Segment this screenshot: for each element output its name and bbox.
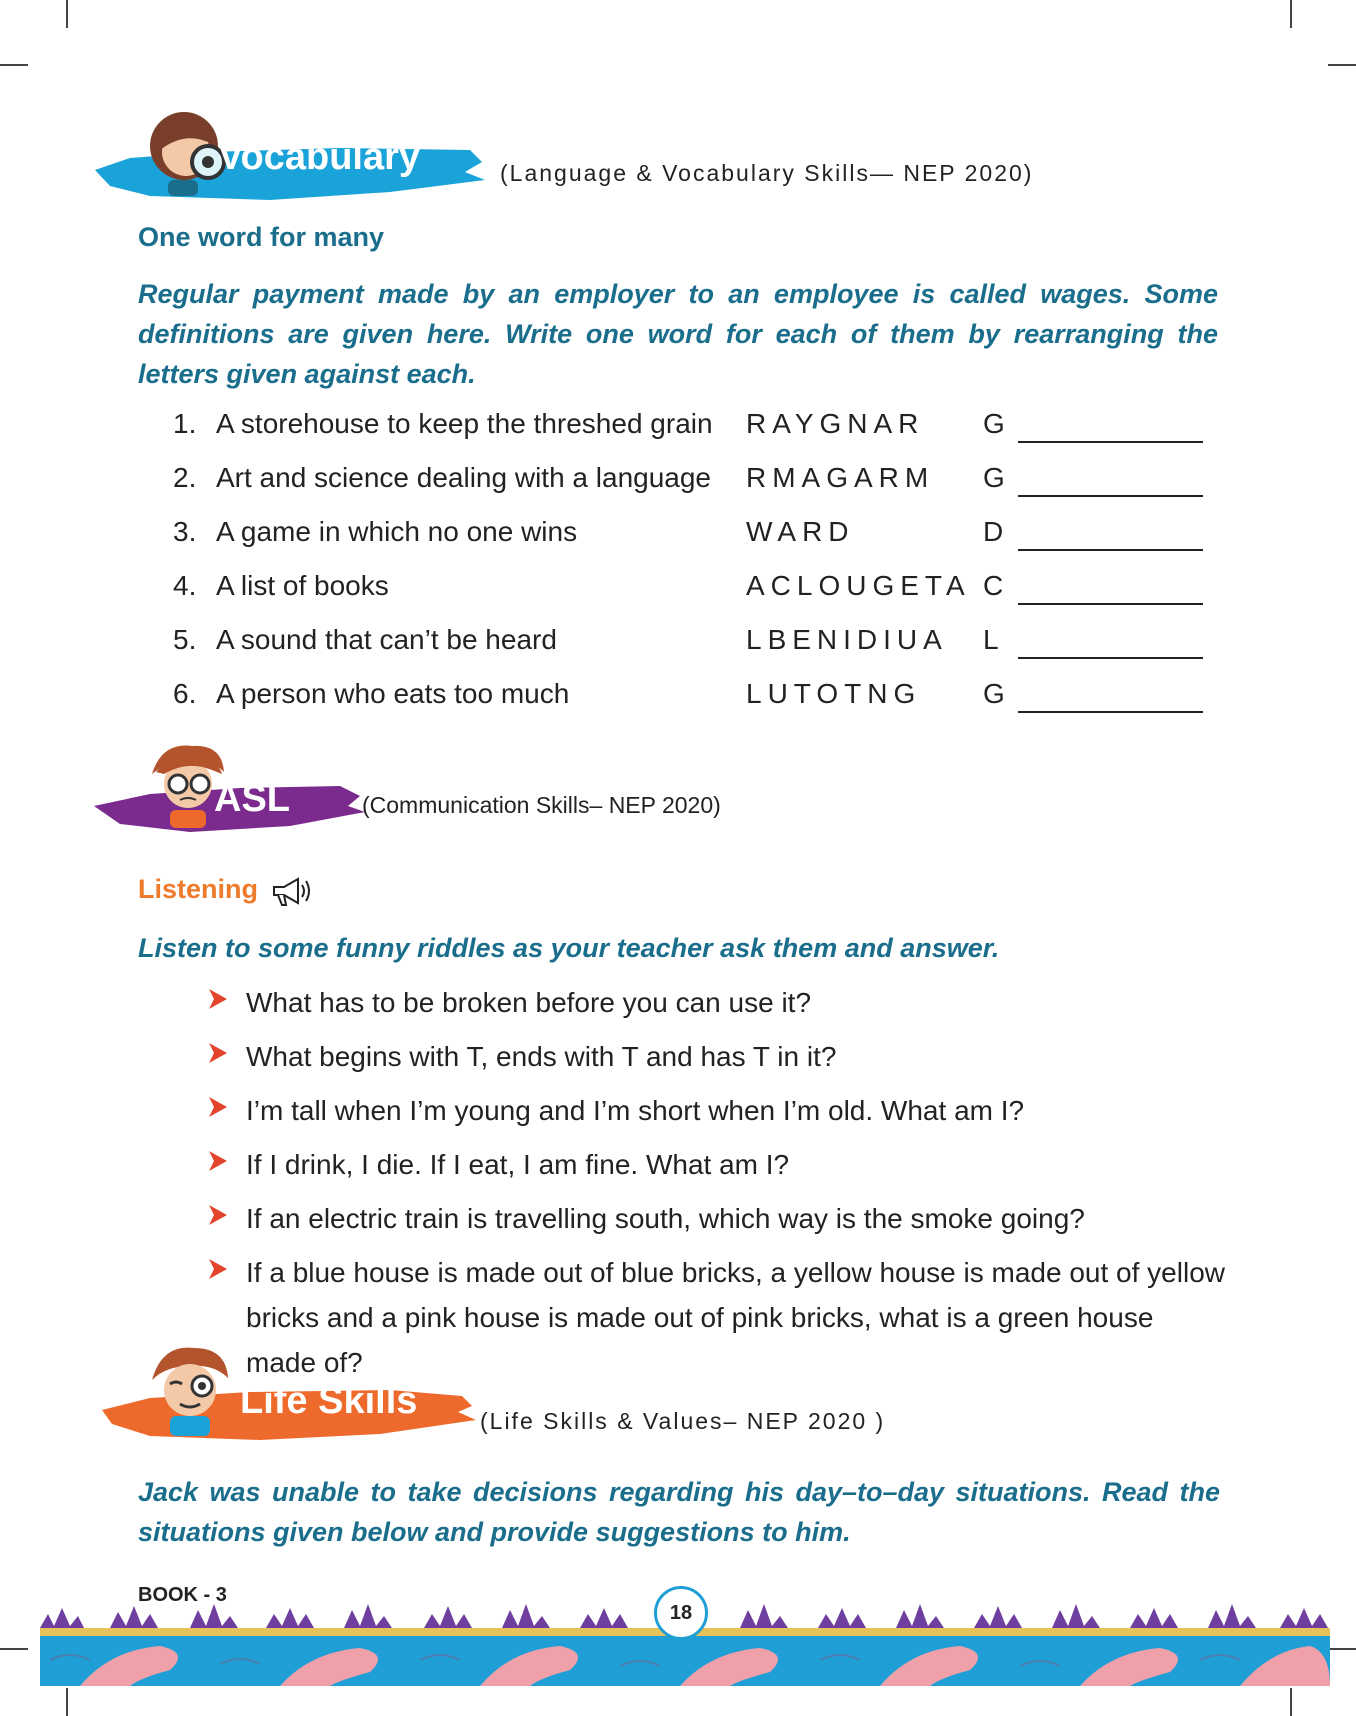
item-jumbled-letters: ACLOUGETA xyxy=(746,570,971,601)
answer-blank[interactable] xyxy=(1018,495,1203,497)
asl-nep-tag: (Communication Skills– NEP 2020) xyxy=(362,792,721,818)
life-skills-banner xyxy=(100,1340,480,1450)
item-initial-letter: G xyxy=(983,678,1005,709)
item-initial-letter: D xyxy=(983,516,1004,547)
bullet-arrow-icon xyxy=(208,1150,228,1172)
bullet-arrow-icon xyxy=(208,1042,228,1064)
life-skills-instruction: Jack was unable to take decisions regarding his day–to–day situations. Read the situations given below and provide suggestions to him. xyxy=(138,1477,1220,1547)
vocabulary-nep-tag: (Language & Vocabulary Skills— NEP 2020) xyxy=(500,160,1034,186)
item-number: 1. xyxy=(173,408,197,439)
item-initial-letter: G xyxy=(983,462,1005,493)
page-number-badge xyxy=(654,1586,708,1640)
crop-mark xyxy=(66,0,68,28)
vocabulary-subheading: One word for many xyxy=(138,222,385,252)
vocabulary-instruction: Regular payment made by an employer to an employee is called wages. Some definitions are given here. Write one word for each of them by rearranging the letters given against each. xyxy=(138,279,1218,389)
vocabulary-banner xyxy=(90,100,490,210)
item-definition: A game in which no one wins xyxy=(216,516,578,547)
item-number: 4. xyxy=(173,570,197,601)
vocabulary-title: Vocabulary xyxy=(218,136,421,178)
crop-mark xyxy=(1328,64,1356,66)
crop-mark xyxy=(0,64,28,66)
bullet-arrow-icon xyxy=(208,1096,228,1118)
answer-blank[interactable] xyxy=(1018,711,1203,713)
bullet-arrow-icon xyxy=(208,1204,228,1226)
crop-mark xyxy=(66,1688,68,1716)
page-number: 18 xyxy=(669,1601,693,1624)
item-number: 2. xyxy=(173,462,197,493)
answer-blank[interactable] xyxy=(1018,657,1203,659)
item-jumbled-letters: RMAGARM xyxy=(746,462,935,493)
item-initial-letter: G xyxy=(983,408,1005,439)
item-number: 3. xyxy=(173,516,197,547)
item-number: 6. xyxy=(173,678,197,709)
riddle-text: What begins with T, ends with T and has T in it? xyxy=(246,1041,837,1072)
riddle-text: If an electric train is travelling south, which way is the smoke going? xyxy=(246,1203,1085,1234)
item-jumbled-letters: RAYGNAR xyxy=(746,408,925,439)
riddle-text: What has to be broken before you can use it? xyxy=(246,987,812,1018)
asl-title: ASL xyxy=(214,778,290,820)
riddle-text: If a blue house is made out of blue bricks, a yellow house is made out of yellow bricks and a pink house is made out of pink bricks, what is a green house made of? xyxy=(246,1257,1225,1378)
riddle-list xyxy=(0,980,1356,1378)
item-initial-letter: L xyxy=(983,624,999,655)
item-definition: Art and science dealing with a language xyxy=(216,462,712,493)
item-definition: A list of books xyxy=(216,570,389,601)
asl-banner xyxy=(90,740,370,840)
item-number: 5. xyxy=(173,624,197,655)
bullet-arrow-icon xyxy=(208,1258,228,1280)
riddle-text: If I drink, I die. If I eat, I am fine. What am I? xyxy=(246,1149,790,1180)
boy-winking-icon xyxy=(140,1340,240,1440)
item-definition: A person who eats too much xyxy=(216,678,570,709)
listening-heading xyxy=(138,874,314,907)
life-skills-title: Life Skills xyxy=(240,1380,418,1422)
vocabulary-list xyxy=(0,408,1356,728)
life-skills-nep-tag: (Life Skills & Values– NEP 2020 ) xyxy=(480,1408,886,1434)
riddle-text: I’m tall when I’m young and I’m short when I’m old. What am I? xyxy=(246,1095,1025,1126)
crop-mark xyxy=(1290,1688,1292,1716)
listening-instruction: Listen to some funny riddles as your teacher ask them and answer. xyxy=(138,933,1000,963)
crop-mark xyxy=(0,1648,28,1650)
book-label: BOOK - 3 xyxy=(138,1584,227,1606)
crop-mark xyxy=(1290,0,1292,28)
megaphone-icon xyxy=(270,875,314,907)
item-jumbled-letters: WARD xyxy=(746,516,855,547)
answer-blank[interactable] xyxy=(1018,603,1203,605)
item-definition: A storehouse to keep the threshed grain xyxy=(216,408,713,439)
item-jumbled-letters: LBENIDIUA xyxy=(746,624,948,655)
item-initial-letter: C xyxy=(983,570,1004,601)
item-jumbled-letters: LUTOTNG xyxy=(746,678,922,709)
answer-blank[interactable] xyxy=(1018,549,1203,551)
item-definition: A sound that can’t be heard xyxy=(216,624,557,655)
crop-mark xyxy=(1328,1648,1356,1650)
listening-label: Listening xyxy=(138,874,258,904)
bullet-arrow-icon xyxy=(208,988,228,1010)
answer-blank[interactable] xyxy=(1018,441,1203,443)
